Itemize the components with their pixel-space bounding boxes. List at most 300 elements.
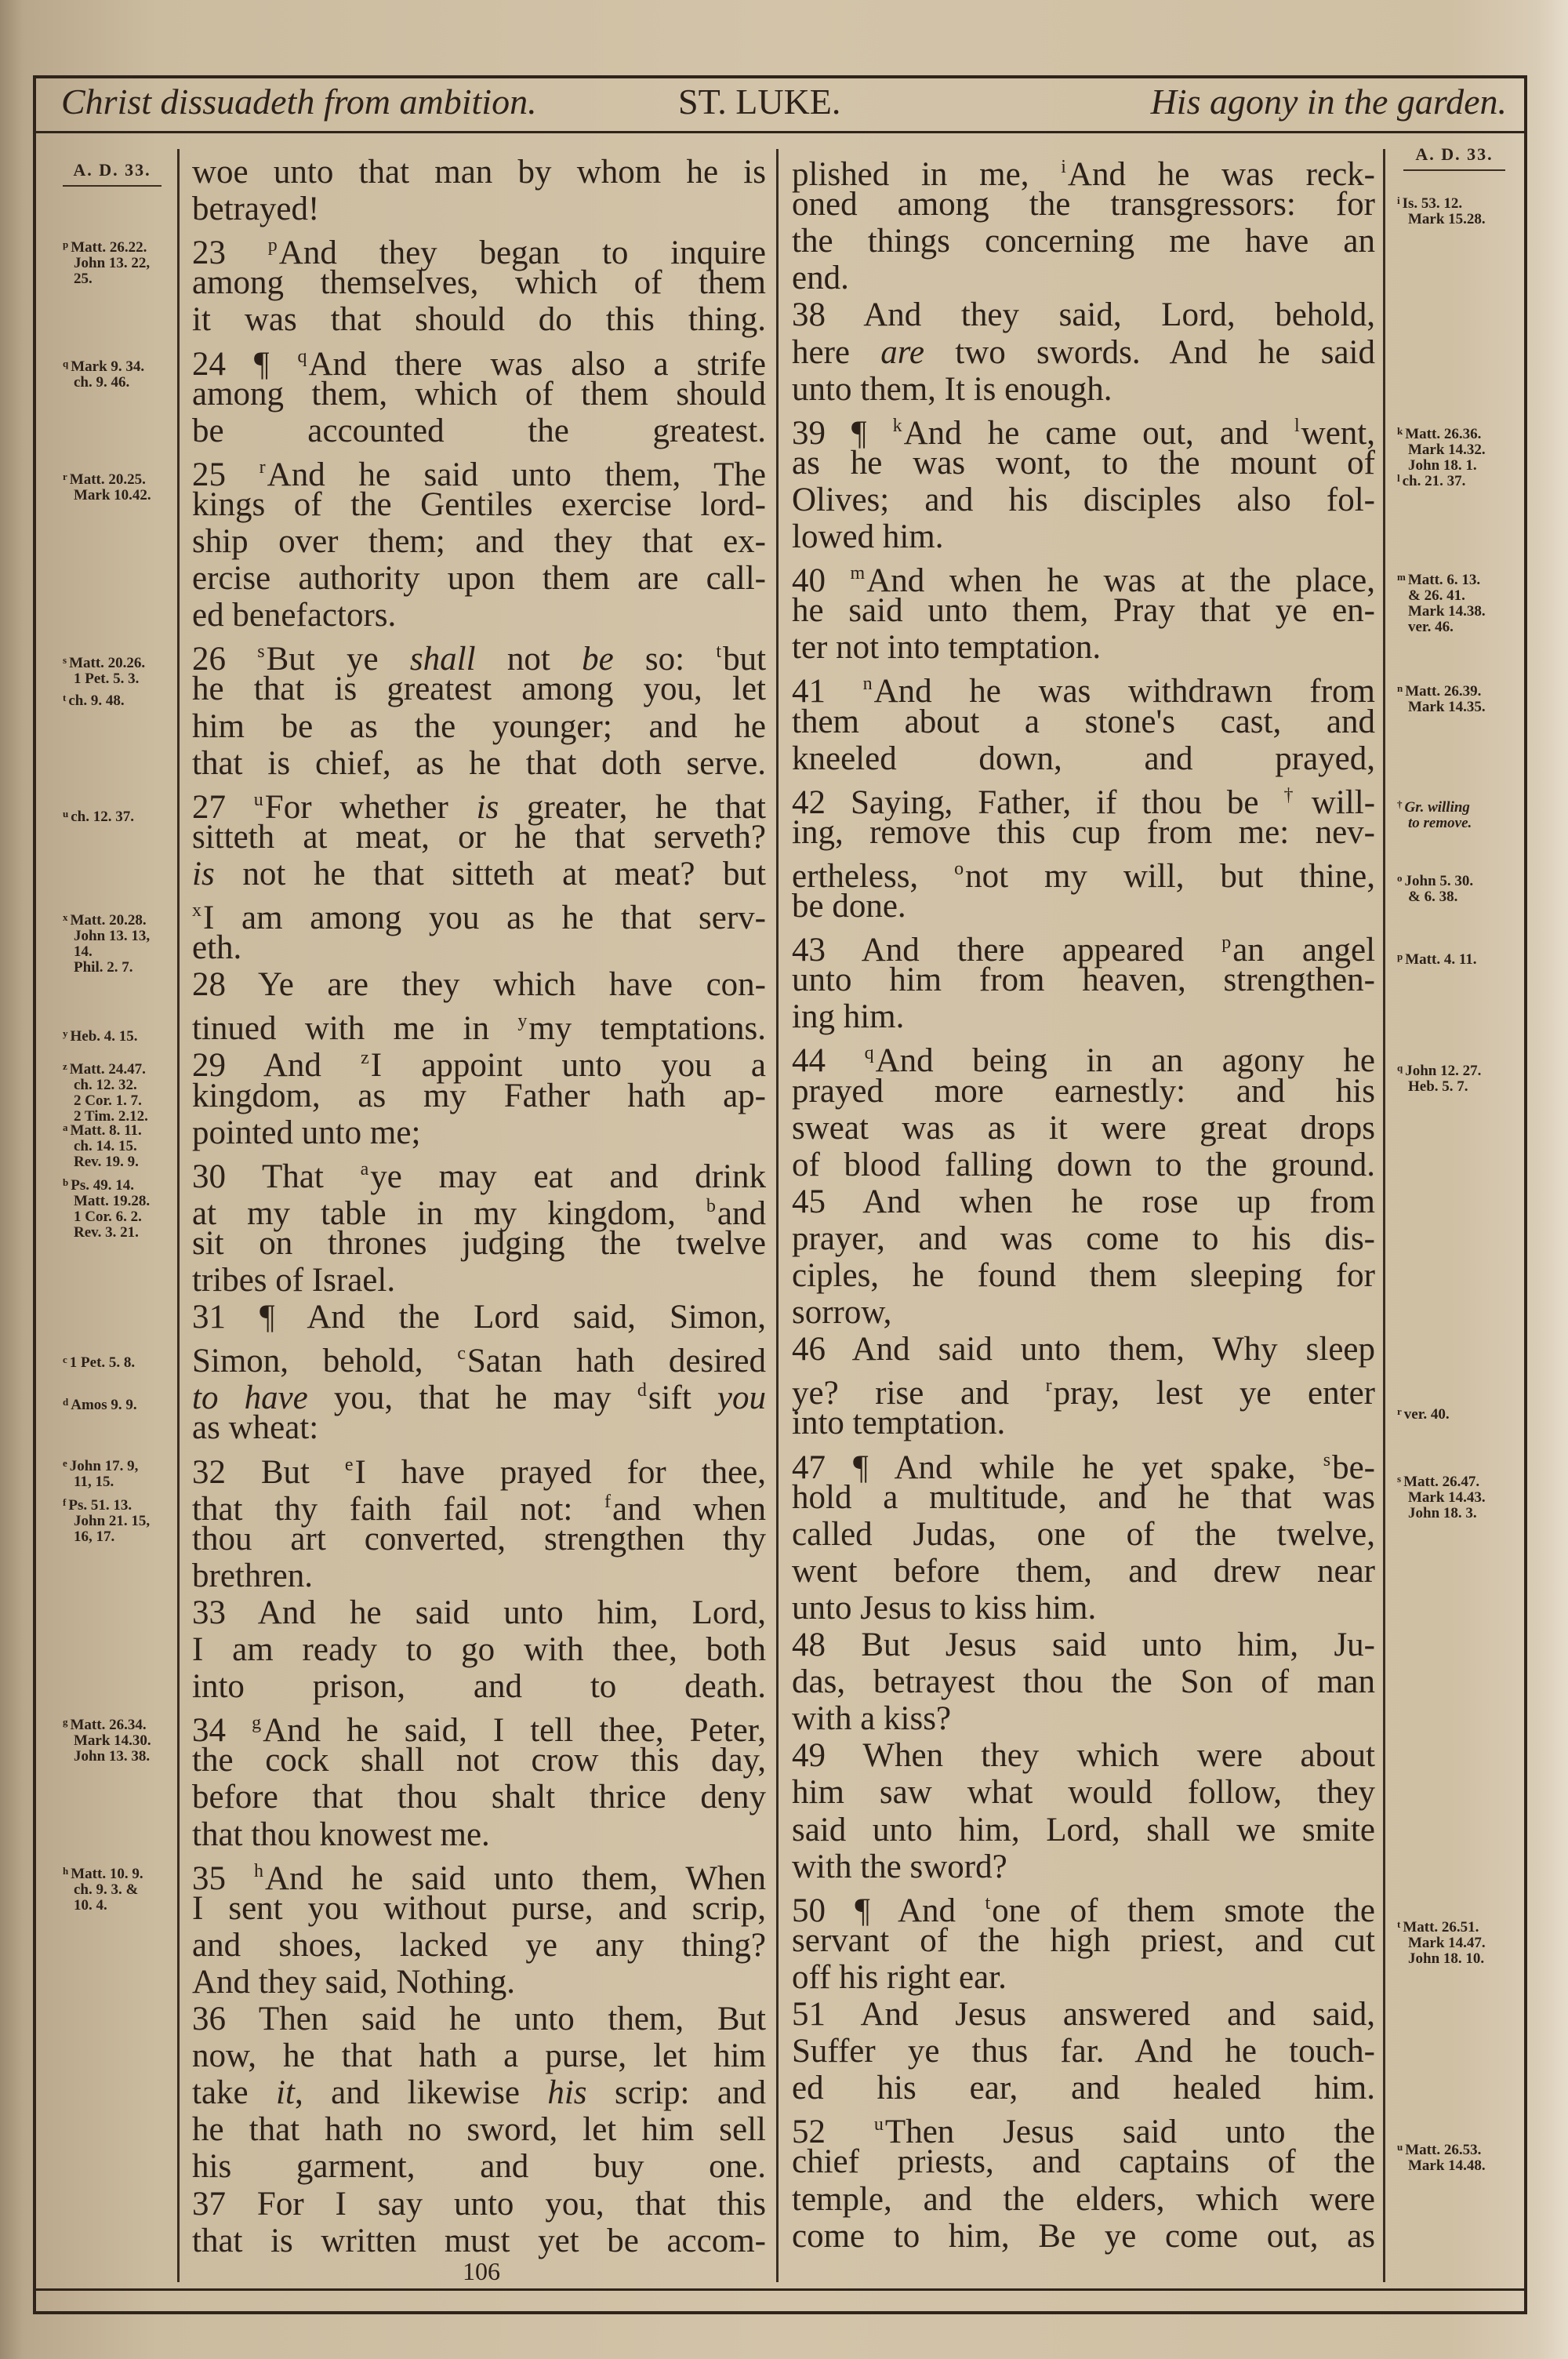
- reference-marker: d: [63, 1396, 69, 1408]
- verse-text: 38 And they said, Lord, behold,: [792, 296, 1375, 334]
- reference-marker: s: [1323, 1449, 1331, 1470]
- verse-text: Suffer ye thus far. And he touch-: [792, 2033, 1375, 2070]
- cross-reference: [1397, 193, 1486, 227]
- text-line: [192, 1078, 766, 1114]
- text-line: [792, 998, 1375, 1035]
- text-line: [792, 1147, 1375, 1183]
- text-line: [792, 482, 1375, 518]
- verse-text: among themselves, which of them: [192, 264, 766, 302]
- reference-marker: p: [1221, 932, 1232, 954]
- verse-text: now, he that hath a purse, let him: [192, 2037, 766, 2075]
- cross-reference: [63, 1495, 150, 1545]
- reference-text: to remove.: [1408, 815, 1472, 831]
- reference-text: Heb. 4. 15.: [70, 1028, 138, 1045]
- verse-text: 39 ¶: [792, 414, 893, 452]
- verse-text: sitteth at meat, or he that serveth?: [192, 818, 766, 856]
- reference-text: Mark 9. 34.: [71, 358, 145, 375]
- verse-text: And they said, Nothing.: [192, 1963, 516, 2001]
- verse-text: I am among you as he that serv-: [203, 900, 766, 936]
- verse-text: And they began to inquire: [278, 234, 766, 272]
- text-line: [792, 740, 1375, 777]
- reference-text: Mark 10.42.: [74, 487, 151, 503]
- verse-text: temple, and the elders, which were: [792, 2180, 1375, 2218]
- cross-reference: [63, 1059, 148, 1125]
- reference-marker: k: [892, 415, 902, 436]
- verse-text: not he that sitteth at meat? but: [214, 855, 766, 892]
- italic-text: to have: [192, 1379, 308, 1417]
- reference-marker: e: [63, 1457, 67, 1469]
- reference-marker: t: [716, 642, 722, 663]
- verse-text: prayed more earnestly: and his: [792, 1072, 1375, 1110]
- verse-text: 30 That: [192, 1158, 361, 1195]
- reference-text: 25.: [74, 271, 93, 287]
- cross-reference: [1397, 797, 1472, 831]
- reference-marker: u: [253, 789, 263, 810]
- cross-reference: [63, 237, 150, 287]
- reference-text: 10. 4.: [74, 1897, 107, 1914]
- reference-text: Mark 14.30.: [74, 1732, 151, 1749]
- reference-text: ch. 9. 48.: [68, 692, 125, 709]
- reference-text: Mark 14.35.: [1408, 699, 1486, 715]
- verse-text: 42 Saying, Father, if thou be: [792, 783, 1284, 821]
- reference-marker: t: [985, 1892, 991, 1914]
- cross-reference: [1397, 1917, 1486, 1967]
- verse-text: 33 And he said unto him, Lord,: [192, 1594, 766, 1631]
- reference-marker: z: [361, 1048, 369, 1069]
- text-line: [192, 2148, 766, 2185]
- reference-text: Ps. 49. 14.: [71, 1177, 134, 1194]
- verse-text: lowed him.: [792, 518, 944, 555]
- text-line: [792, 1331, 1375, 1368]
- verse-text: sift: [648, 1379, 717, 1417]
- verse-text: you, that he may: [307, 1379, 637, 1417]
- reference-marker: n: [1397, 682, 1403, 694]
- header-rule: [33, 131, 1527, 133]
- verse-text: he that hath no sword, let him sell: [192, 2111, 766, 2149]
- verse-text: And there was also a strife: [308, 345, 766, 383]
- text-line: [792, 961, 1375, 998]
- verse-text: one of them smote the: [992, 1892, 1375, 1929]
- reference-text: ver. 46.: [1408, 619, 1454, 635]
- verse-text: 41: [792, 673, 863, 711]
- reference-text: 1 Pet. 5. 8.: [69, 1354, 136, 1371]
- verse-text: scrip: and: [586, 2074, 767, 2112]
- verse-text: , and likewise: [294, 2074, 548, 2112]
- verse-text: that thy faith fail not:: [192, 1490, 605, 1528]
- text-line: [192, 486, 766, 523]
- verse-text: 43 And there appeared: [792, 932, 1222, 969]
- text-line: [192, 1521, 766, 1558]
- text-line: [192, 1225, 766, 1262]
- reference-text: Mark 14.48.: [1408, 2157, 1486, 2174]
- reference-text: Matt. 20.28.: [70, 912, 147, 929]
- reference-marker: q: [63, 358, 69, 369]
- verse-text: tinued with me in: [192, 1010, 518, 1048]
- verse-text: 26: [192, 641, 258, 678]
- reference-text: John 18. 10.: [1408, 1950, 1485, 1967]
- reference-text: ch. 14. 15.: [74, 1138, 137, 1154]
- italic-text: is: [192, 855, 215, 892]
- reference-text: Heb. 5. 7.: [1408, 1078, 1468, 1095]
- verse-text: not my will, but thine,: [965, 857, 1375, 895]
- reference-text: John 13. 38.: [74, 1748, 151, 1765]
- verse-text: 44: [792, 1042, 865, 1080]
- text-line: [792, 1663, 1375, 1700]
- text-line: [192, 1409, 766, 1446]
- reference-marker: s: [63, 654, 67, 666]
- verse-text: 23: [192, 234, 268, 272]
- verse-text: ed his ear, and healed him.: [792, 2070, 1375, 2107]
- verse-text: ertheless,: [792, 857, 955, 895]
- italic-text: his: [547, 2074, 587, 2112]
- verse-text: 36 Then said he unto them, But: [192, 2001, 766, 2037]
- verse-text: be-: [1332, 1448, 1375, 1486]
- reference-text: Is. 53. 12.: [1402, 195, 1463, 212]
- text-line: [792, 1700, 1375, 1737]
- verse-text: hold a multitude, and he that was: [792, 1478, 1375, 1516]
- text-line: [192, 2111, 766, 2148]
- reference-marker: x: [63, 911, 68, 923]
- verse-text: he that is greatest among you, let: [192, 671, 766, 708]
- text-line: [192, 301, 766, 338]
- reference-marker: q: [864, 1043, 874, 1064]
- reference-text: 2 Cor. 1. 7.: [74, 1092, 142, 1109]
- verse-text: For whether: [264, 788, 477, 826]
- text-line: [792, 1516, 1375, 1553]
- reference-text: ch. 12. 37.: [71, 809, 134, 825]
- verse-text: he said unto them, Pray that ye en-: [792, 592, 1375, 630]
- reference-marker: f: [63, 1496, 67, 1508]
- italic-text: shall: [409, 641, 476, 678]
- reference-marker: q: [297, 346, 307, 367]
- verse-text: 40: [792, 562, 851, 600]
- text-line: [192, 264, 766, 301]
- verse-text: Olives; and his disciples also fol-: [792, 481, 1375, 518]
- verse-text: two swords. And he said: [924, 333, 1375, 371]
- reference-marker: c: [457, 1343, 466, 1365]
- reference-text: John 17. 9,: [69, 1458, 139, 1474]
- text-line: [192, 597, 766, 634]
- reference-text: Matt. 26.39.: [1405, 683, 1482, 700]
- cross-reference: [1397, 569, 1486, 635]
- reference-marker: l: [1397, 472, 1400, 484]
- text-line: [792, 592, 1375, 629]
- reference-marker: b: [63, 1176, 69, 1188]
- verse-text: 27: [192, 788, 254, 826]
- text-line: [792, 1774, 1375, 1811]
- reference-marker: q: [1397, 1062, 1403, 1074]
- reference-marker: y: [517, 1011, 528, 1032]
- cross-reference: [1397, 423, 1486, 474]
- verse-text: das, betrayest thou the Son of man: [792, 1663, 1375, 1701]
- verse-text: the things concerning me have an: [792, 223, 1375, 260]
- reference-marker: b: [706, 1195, 716, 1216]
- verse-text: plished in me,: [792, 156, 1062, 193]
- reference-text: Mark 14.32.: [1408, 442, 1486, 458]
- text-line: [192, 2186, 766, 2223]
- verse-text: chief priests, and captains of the: [792, 2143, 1375, 2181]
- text-line: [192, 2074, 766, 2111]
- text-line: [192, 819, 766, 856]
- text-line: [792, 445, 1375, 482]
- text-line: [192, 2223, 766, 2259]
- verse-text: betrayed!: [192, 191, 320, 228]
- reference-text: 16, 17.: [74, 1528, 115, 1545]
- text-line: [192, 929, 766, 966]
- verse-text: him be as the younger; and he: [192, 707, 766, 745]
- cross-reference: [1397, 471, 1465, 489]
- text-line: [792, 186, 1375, 223]
- text-line: [192, 1668, 766, 1705]
- text-line: [792, 1627, 1375, 1663]
- reference-text: Mark 15.28.: [1408, 211, 1486, 227]
- cross-reference: [1397, 681, 1486, 715]
- text-line: [192, 1779, 766, 1816]
- text-line: [792, 1737, 1375, 1774]
- running-head-left: Christ dissuadeth from ambition.: [61, 82, 537, 122]
- verse-text: 52: [792, 2114, 874, 2151]
- reference-marker: d: [637, 1380, 647, 1401]
- text-line: [192, 560, 766, 597]
- verse-text: an angel: [1232, 932, 1376, 969]
- verse-text: and: [717, 1194, 766, 1232]
- text-line: [192, 1964, 766, 2001]
- cross-reference: [63, 910, 150, 976]
- verse-text: him saw what would follow, they: [792, 1774, 1375, 1812]
- footer-rule: [33, 2288, 1527, 2291]
- text-line: [192, 1594, 766, 1631]
- column-divider: [776, 149, 779, 2282]
- verse-text: Satan hath desired: [466, 1343, 766, 1380]
- cross-reference: [63, 652, 145, 687]
- verse-text: ed benefactors.: [192, 597, 397, 634]
- reference-marker: f: [604, 1491, 612, 1512]
- verse-text: ing, remove this cup from me: nev-: [792, 813, 1375, 851]
- page-number: 106: [463, 2257, 500, 2285]
- text-line: [792, 2143, 1375, 2180]
- reference-text: ch. 9. 46.: [74, 374, 130, 391]
- reference-text: John 13. 22,: [74, 255, 151, 271]
- reference-text: ch. 21. 37.: [1402, 473, 1466, 489]
- verse-text: it was that should do this thing.: [192, 301, 766, 339]
- verse-text: 49 When they which were about: [792, 1737, 1375, 1775]
- verse-text: pray, lest ye enter: [1053, 1375, 1375, 1412]
- verse-text: I sent you without purse, and scrip,: [192, 1889, 766, 1927]
- reference-text: Phil. 2. 7.: [74, 959, 133, 976]
- text-line: [792, 1848, 1375, 1885]
- reference-text: Matt. 10. 9.: [71, 1866, 143, 1882]
- verse-text: take: [192, 2074, 277, 2112]
- reference-marker: s: [1397, 1473, 1402, 1485]
- text-line: [792, 1220, 1375, 1257]
- cross-reference: [63, 469, 151, 503]
- reference-marker: u: [1397, 2141, 1403, 2153]
- verse-text: into prison, and to death.: [192, 1668, 766, 1706]
- text-line: [192, 745, 766, 782]
- verse-text: ye? rise and: [792, 1375, 1046, 1412]
- reference-marker: n: [862, 674, 873, 695]
- text-line: [792, 888, 1375, 925]
- text-line: [792, 518, 1375, 555]
- italic-text: are: [880, 333, 924, 371]
- reference-text: Matt. 8. 11.: [70, 1122, 142, 1139]
- verse-text: 37 For I say unto you, that this: [192, 2185, 766, 2223]
- reference-text: ver. 40.: [1403, 1406, 1450, 1423]
- text-line: [792, 1257, 1375, 1294]
- italic-text: you: [717, 1379, 766, 1417]
- reference-marker: u: [873, 2114, 884, 2135]
- reference-marker: h: [63, 1865, 69, 1877]
- verse-text: 32 But: [192, 1453, 345, 1491]
- reference-marker: p: [63, 238, 69, 250]
- verse-text: unto him from heaven, strengthen-: [792, 961, 1375, 999]
- cross-reference: [63, 1120, 142, 1170]
- cross-reference: [63, 1714, 151, 1765]
- text-line: [192, 413, 766, 449]
- verse-text: I appoint unto you a: [370, 1047, 766, 1085]
- cross-reference: [63, 806, 134, 825]
- verse-text: ye may eat and drink: [370, 1158, 766, 1195]
- verse-text: And when he was at the place,: [866, 562, 1376, 600]
- verse-text: so:: [613, 641, 717, 678]
- reference-marker: p: [1397, 951, 1403, 962]
- text-line: [792, 1996, 1375, 2033]
- verse-text: sweat was as it were great drops: [792, 1109, 1375, 1147]
- margin-divider-left: [177, 149, 180, 2282]
- reference-text: Matt. 19.28.: [74, 1193, 151, 1209]
- reference-text: Matt. 24.47.: [69, 1061, 146, 1078]
- verse-text: 47 ¶ And while he yet spake,: [792, 1448, 1323, 1486]
- verse-text: 28 Ye are they which have con-: [192, 966, 766, 1004]
- text-line: [792, 371, 1375, 408]
- verse-text: servant of the high priest, and cut: [792, 1921, 1375, 1959]
- text-line: [792, 1922, 1375, 1959]
- verse-text: be accounted the greatest.: [192, 412, 766, 449]
- reference-marker: o: [954, 858, 964, 879]
- text-line: [792, 703, 1375, 740]
- verse-text: eth.: [192, 929, 242, 967]
- reference-text: John 12. 27.: [1405, 1063, 1482, 1079]
- verse-text: ercise authority upon them are call-: [192, 560, 766, 598]
- verse-text: but: [723, 641, 767, 678]
- verse-text: not: [475, 641, 583, 678]
- text-line: [192, 2037, 766, 2074]
- text-line: [192, 1299, 766, 1336]
- cross-reference: [1397, 871, 1473, 905]
- verse-text: off his right ear.: [792, 1958, 1007, 1996]
- reference-text: Mark 14.43.: [1408, 1489, 1486, 1506]
- text-line: [792, 223, 1375, 260]
- verse-text: Simon, behold,: [192, 1343, 458, 1380]
- reference-text: Mark 14.47.: [1408, 1935, 1486, 1951]
- text-line: [792, 1959, 1375, 1996]
- verse-text: thou art converted, strengthen thy: [192, 1520, 766, 1558]
- reference-marker: r: [259, 456, 266, 478]
- reference-marker: r: [1045, 1376, 1052, 1397]
- year-label-left: A. D. 33.: [63, 160, 162, 187]
- reference-marker: r: [1397, 1405, 1402, 1417]
- verse-text: woe unto that man by whom he is: [192, 154, 766, 191]
- text-line: [192, 1114, 766, 1151]
- italic-text: it: [276, 2074, 295, 2112]
- reference-text: Matt. 6. 13.: [1407, 572, 1481, 588]
- text-line: [192, 191, 766, 227]
- reference-marker: r: [63, 471, 67, 482]
- text-line: [792, 1183, 1375, 1220]
- verse-text: brethren.: [192, 1557, 314, 1594]
- verse-text: as wheat:: [192, 1409, 319, 1447]
- reference-marker: a: [63, 1121, 68, 1133]
- text-line: [192, 856, 766, 892]
- reference-text: Matt. 4. 11.: [1405, 951, 1477, 968]
- reference-marker: s: [257, 642, 265, 663]
- verse-text: his garment, and buy one.: [192, 2148, 766, 2186]
- reference-text: Matt. 20.25.: [69, 471, 146, 488]
- reference-marker: h: [254, 1860, 264, 1881]
- verse-text: of blood falling down to the ground.: [792, 1146, 1375, 1183]
- cross-reference: [63, 1175, 150, 1241]
- text-line: [792, 1553, 1375, 1590]
- reference-marker: c: [63, 1354, 67, 1365]
- reference-text: Mark 14.38.: [1408, 603, 1486, 620]
- text-line: [792, 2033, 1375, 2070]
- verse-text: Then Jesus said unto the: [884, 2114, 1375, 2151]
- cross-reference: [63, 1026, 138, 1045]
- reference-marker: g: [63, 1716, 68, 1728]
- verse-text: with a kiss?: [792, 1700, 952, 1738]
- verse-text: And he said, I tell thee, Peter,: [263, 1712, 767, 1750]
- cross-reference: [63, 1352, 135, 1371]
- verse-text: oned among the transgressors: for: [792, 186, 1375, 224]
- verse-text: sorrow,: [792, 1294, 892, 1332]
- text-line: [792, 1405, 1375, 1441]
- reference-text: Matt. 26.47.: [1403, 1474, 1480, 1490]
- reference-marker: y: [63, 1027, 68, 1039]
- verse-text: kneeled down, and prayed,: [792, 740, 1375, 777]
- text-line: [792, 2218, 1375, 2255]
- reference-text: Matt. 26.34.: [70, 1717, 147, 1733]
- verse-text: called Judas, one of the twelve,: [792, 1515, 1375, 1553]
- verse-text: 31 ¶ And the Lord said, Simon,: [192, 1299, 766, 1336]
- verse-text: went before them, and drew near: [792, 1552, 1375, 1590]
- text-line: [192, 523, 766, 560]
- verse-text: the cock shall not crow this day,: [192, 1742, 766, 1779]
- reference-text: Gr. willing: [1404, 799, 1470, 816]
- verse-text: went,: [1301, 414, 1376, 452]
- verse-text: be done.: [792, 888, 906, 925]
- text-line: [792, 629, 1375, 666]
- text-line: [792, 1479, 1375, 1516]
- reference-text: Matt. 26.51.: [1403, 1919, 1479, 1936]
- text-line: [192, 1262, 766, 1299]
- verse-text: 24 ¶: [192, 345, 298, 383]
- reference-text: & 6. 38.: [1408, 889, 1458, 905]
- reference-marker: z: [63, 1060, 67, 1072]
- text-line: [192, 1890, 766, 1927]
- verse-text: end.: [792, 260, 849, 297]
- reference-text: 11, 15.: [74, 1474, 114, 1490]
- reference-text: 1 Pet. 5. 3.: [74, 671, 140, 687]
- verse-text: and when: [612, 1490, 766, 1528]
- reference-text: ch. 12. 32.: [74, 1077, 137, 1093]
- verse-text: greater, he that: [499, 788, 767, 826]
- reference-marker: u: [63, 808, 69, 820]
- reference-marker: l: [1294, 415, 1300, 436]
- reference-marker: m: [1397, 571, 1406, 583]
- text-line: [192, 1927, 766, 1964]
- reference-text: 14.: [74, 943, 93, 960]
- reference-marker: †: [1283, 784, 1310, 805]
